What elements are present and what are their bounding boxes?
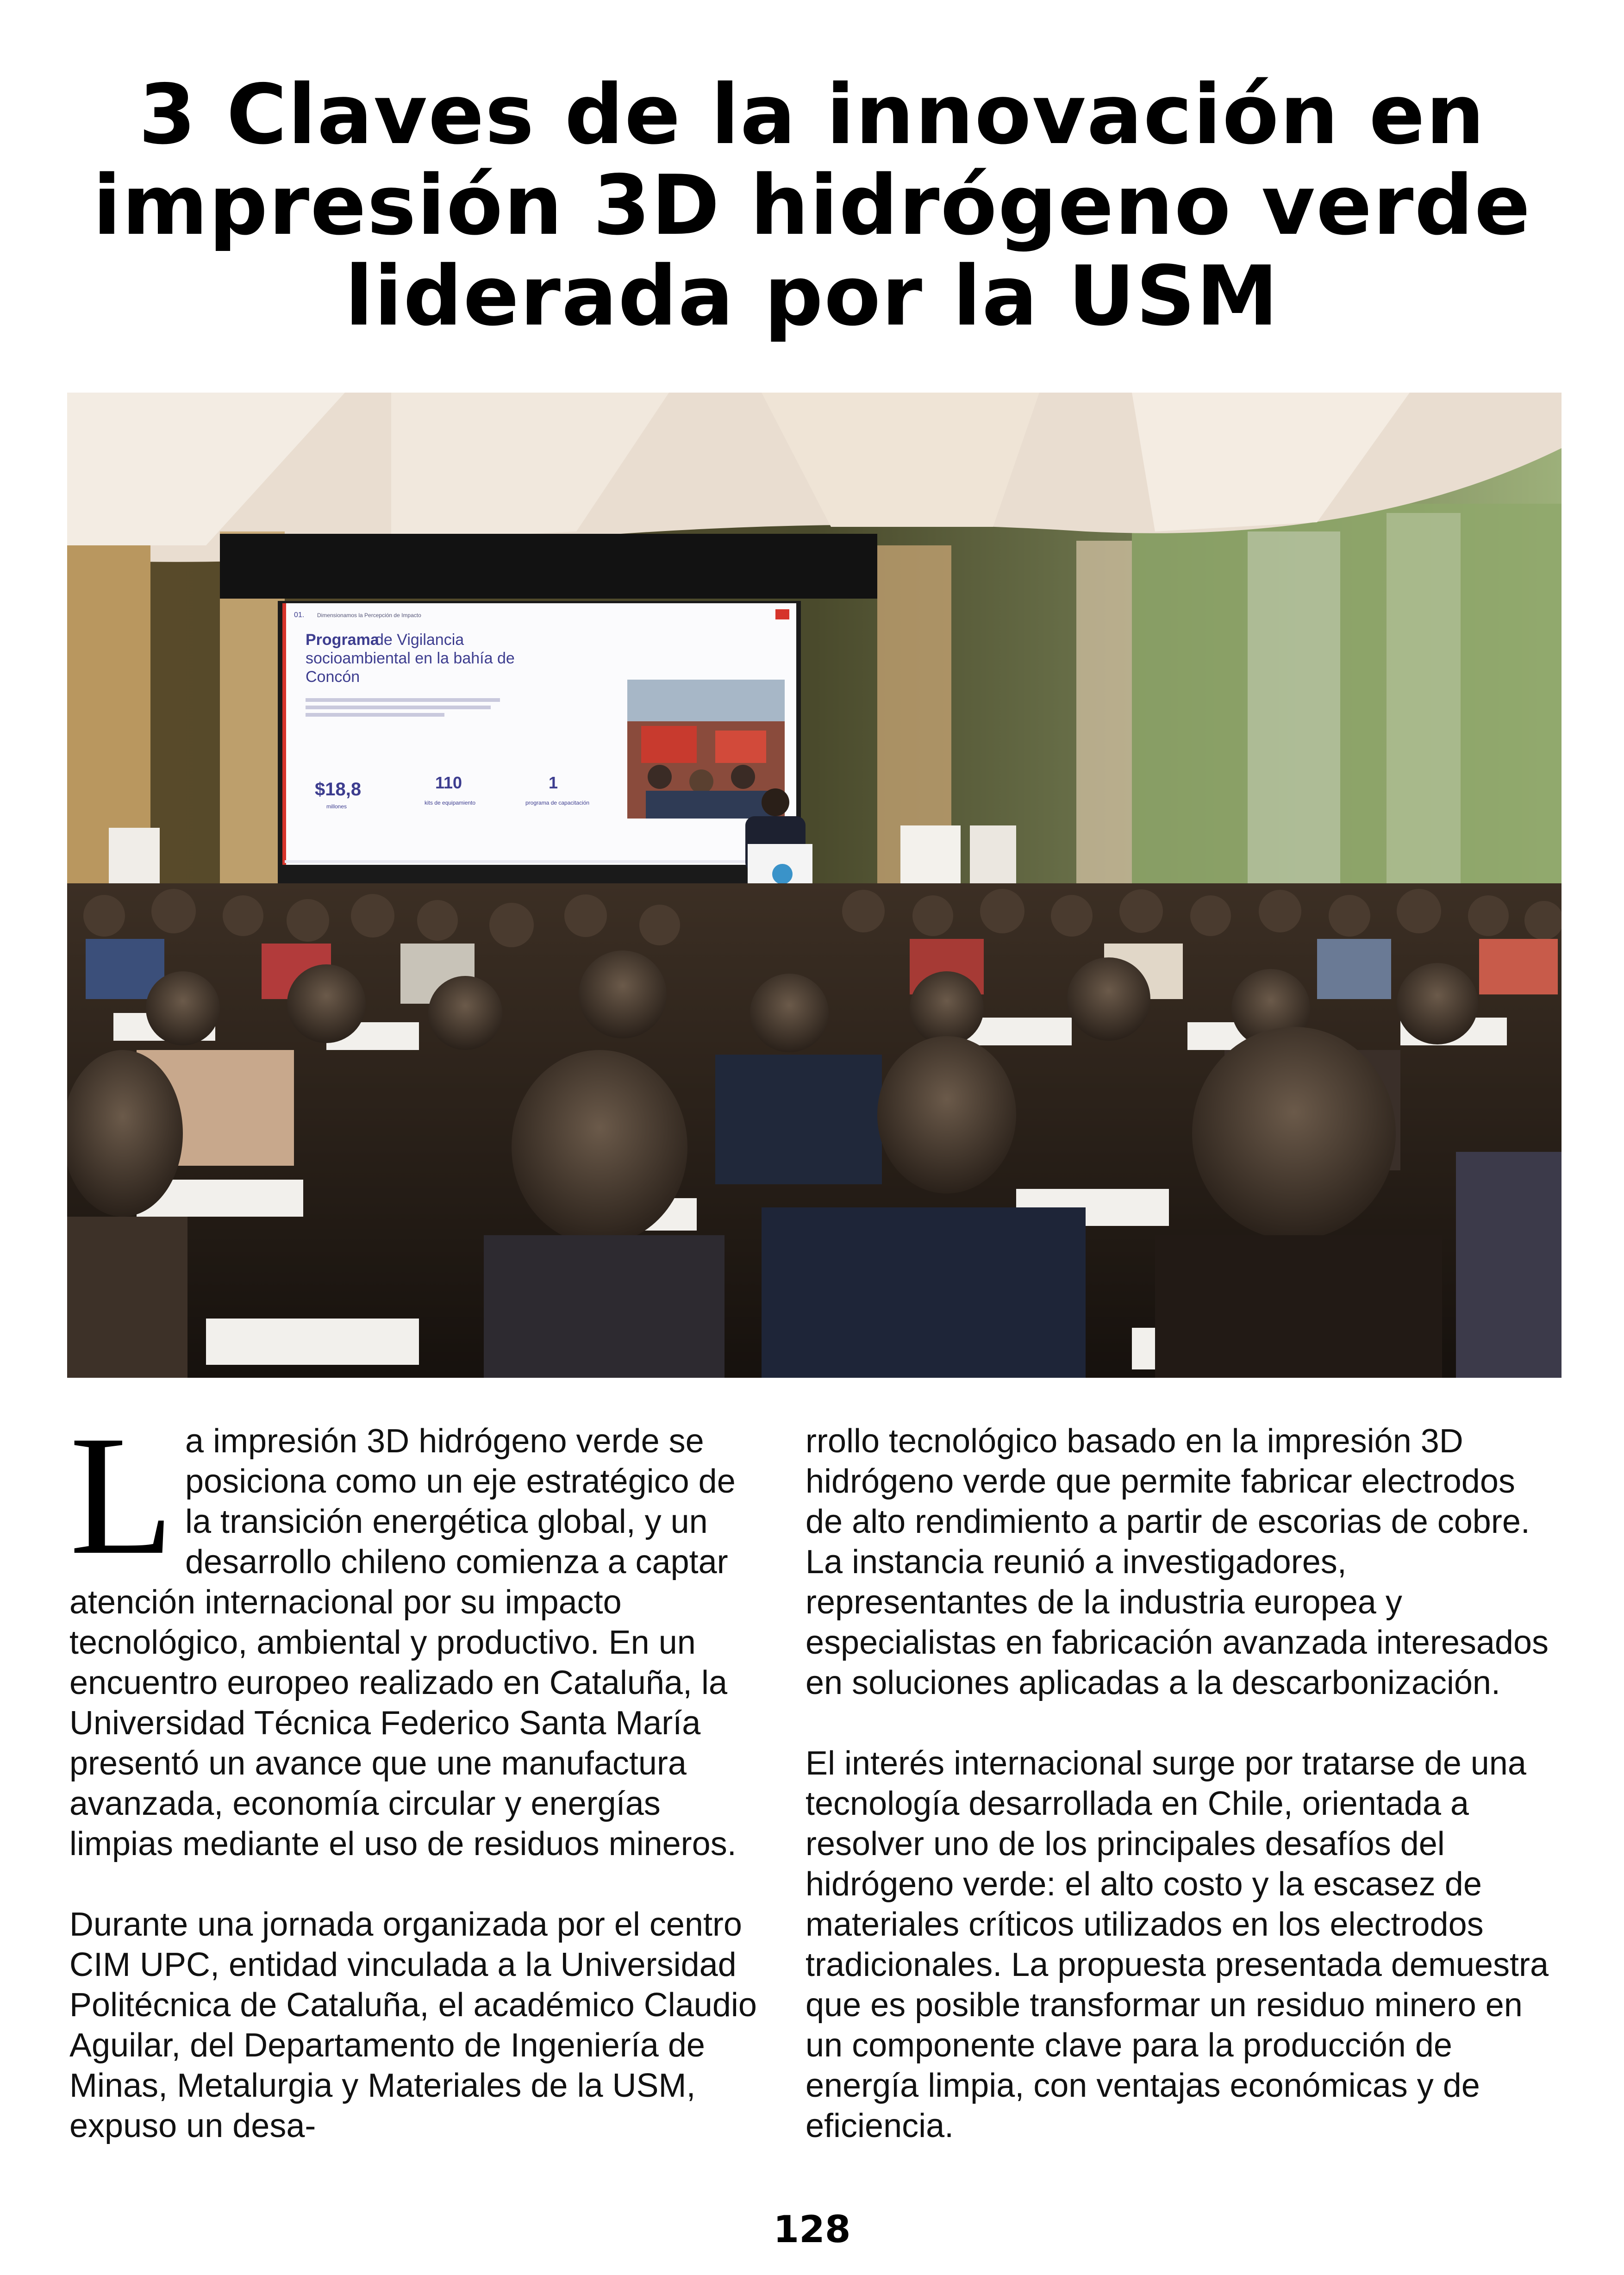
slide-stat-label-1: millones [326,803,347,810]
drop-cap: L [69,1400,175,1590]
slide-stat-value-3: 1 [549,773,558,792]
slide-title-line-3: Concón [306,668,360,686]
slide-title-line-2: socioambiental en la bahía de [306,650,515,667]
headline-line-1: 3 Claves de la innovación en [138,67,1486,162]
headline-line-2: impresión 3D hidrógeno verde [93,157,1531,253]
article-column-left [69,1400,764,2187]
article-headline [69,69,1555,342]
slide-stat-value-1: $18,8 [315,779,362,800]
slide-title-rest: de Vigilancia [375,631,464,649]
page-number: 128 [773,2208,851,2251]
slide-section: 01. [294,611,305,619]
slide-title-bold: Programa [306,631,379,649]
body-paragraph-2-continued: rrollo tecnológico basado en la impresión 3D hidrógeno verde que permite fabricar electrodos de alto rendimiento a partir de escorias de cobre. La instancia reunió a investigadores, representantes de la industria europea y especialistas en fabricación avanzada interesados en soluciones aplicadas a la descarbonización. [806,1423,1549,1701]
event-photo [67,393,1562,1378]
slide-stat-value-2: 110 [435,773,462,792]
slide-stat-label-3: programa de capacitación [525,800,590,806]
lead-paragraph [69,1400,764,1864]
article-column-right [806,1421,1560,2187]
body-paragraph-3: El interés internacional surge por tratarse de una tecnología desarrollada en Chile, orientada a resolver uno de los principales desafíos del hidrógeno verde: el alto costo y la escasez de materiales críticos utilizados en los electrodos tradicionales. La propuesta presentada demuestra que es posible transformar un residuo minero en un componente clave para la producción de energía limpia, con ventajas económicas y de eficiencia. [806,1745,1549,2144]
headline-line-3: liderada por la USM [345,248,1279,344]
lead-paragraph-text: a impresión 3D hidrógeno verde se posiciona como un eje estratégico de la transición energética global, y un desarrollo chileno comienza a captar atención internacional por su impacto tecnológico, ambiental y productivo. En un encuentro europeo realizado en Cataluña, la Universidad Técnica Federico Santa María presentó un avance que une manufactura avanzada, economía circular y energías limpias mediante el uso de residuos mineros. [69,1423,737,1862]
slide-section-title: Dimensionamos la Percepción de Impacto [317,612,421,619]
slide-stat-label-2: kits de equipamiento [425,800,476,806]
body-paragraph-2: Durante una jornada organizada por el centro CIM UPC, entidad vinculada a la Universidad Politécnica de Cataluña, el académico Claudio Aguilar, del Departamento de Ingeniería de Minas, Metalurgia y Materiales de la USM, expuso un desa- [69,1906,757,2144]
